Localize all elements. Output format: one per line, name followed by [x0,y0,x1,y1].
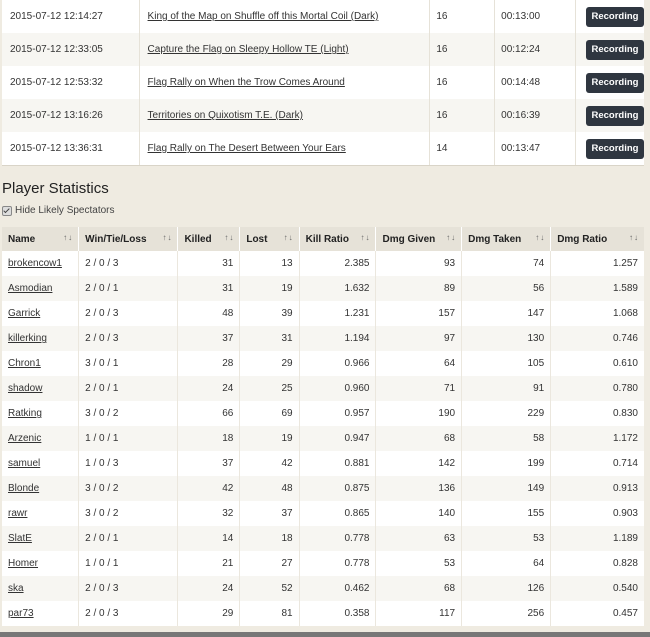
player-row [2,526,644,551]
player-name-link[interactable]: ska [8,583,24,594]
cell-kill-ratio: 0.947 [299,426,376,451]
player-name-link[interactable]: par73 [8,608,34,619]
cell-dmg-given: 190 [376,401,462,426]
player-row [2,251,644,276]
cell-dmg-ratio: 0.746 [551,326,644,351]
cell-dmg-given: 68 [376,576,462,601]
cell-dmg-taken: 229 [462,401,551,426]
cell-dmg-taken: 149 [462,476,551,501]
game-name-cell [139,0,430,33]
game-players: 14 [430,132,495,165]
game-players: 16 [430,33,495,66]
game-row [2,0,644,33]
cell-killed: 66 [178,401,240,426]
player-name-cell [2,376,79,401]
game-date: 2015-07-12 13:16:26 [2,99,139,132]
recording-button[interactable]: Recording [586,106,644,126]
cell-dmg-ratio: 0.828 [612,558,638,569]
cell-lost: 81 [240,601,299,626]
sort-arrows-icon[interactable]: ↑↓ [629,233,639,242]
player-row [2,476,644,501]
player-name-link[interactable]: shadow [8,383,43,394]
game-link[interactable]: King of the Map on Shuffle off this Mortal Coil (Dark) [147,11,379,22]
game-players: 16 [430,99,495,132]
cell-kill-ratio: 0.865 [299,501,376,526]
column-header-label: Lost [246,233,268,245]
cell-lost: 31 [240,326,299,351]
cell-killed: 42 [178,476,240,501]
game-recording-cell [576,33,645,66]
stats-body [2,251,644,626]
cell-win-tie-loss: 2 / 0 / 3 [79,576,178,601]
cell-dmg-taken: 199 [462,451,551,476]
player-name-cell [2,301,79,326]
cell-win-tie-loss: 2 / 0 / 1 [79,376,178,401]
column-header-label: Killed [184,233,212,245]
cell-dmg-given: 93 [376,251,462,276]
player-name-link[interactable]: Garrick [8,308,41,319]
game-row [2,33,644,66]
cell-dmg-given: 89 [376,276,462,301]
cell-kill-ratio: 0.960 [299,376,376,401]
cell-killed: 37 [178,326,240,351]
game-duration: 00:14:48 [495,66,576,99]
cell-lost: 25 [240,376,299,401]
cell-dmg-taken: 53 [462,526,551,551]
cell-dmg-given: 157 [376,301,462,326]
sort-arrows-icon[interactable]: ↑↓ [360,233,371,242]
game-row [2,99,644,132]
cell-dmg-taken: 147 [462,301,551,326]
cell-dmg-taken: 105 [462,351,551,376]
game-duration: 00:13:47 [495,132,576,165]
bottom-scroll-edge [0,632,650,637]
player-name-cell [2,401,79,426]
player-name-cell [2,326,79,351]
game-players: 16 [430,0,495,33]
game-duration: 00:13:00 [495,0,576,33]
cell-win-tie-loss: 3 / 0 / 2 [79,501,178,526]
player-name-cell [2,426,79,451]
player-name-link[interactable]: Blonde [8,483,40,494]
cell-dmg-ratio: 0.913 [551,476,644,501]
cell-dmg-ratio: 1.068 [612,308,638,319]
cell-dmg-taken: 64 [462,551,551,576]
game-name-cell [139,33,430,66]
cell-dmg-ratio: 0.714 [612,458,638,469]
cell-win-tie-loss: 3 / 0 / 2 [79,476,178,501]
cell-dmg-ratio: 0.903 [612,508,638,519]
stats-header-row [2,227,644,251]
sort-arrows-icon[interactable]: ↑↓ [224,233,235,242]
cell-dmg-given: 68 [376,426,462,451]
cell-dmg-ratio: 0.780 [551,376,644,401]
game-date: 2015-07-12 12:33:05 [2,33,139,66]
cell-lost: 13 [240,251,299,276]
cell-lost: 52 [240,576,299,601]
cell-kill-ratio: 0.778 [299,526,376,551]
cell-dmg-given: 64 [376,351,462,376]
recording-button[interactable]: Recording [586,139,644,159]
cell-killed: 28 [178,351,240,376]
cell-dmg-given: 142 [376,451,462,476]
cell-lost: 19 [240,276,299,301]
recording-button[interactable]: Recording [586,73,644,93]
game-link[interactable]: Flag Rally on When the Trow Comes Around [147,77,345,88]
cell-kill-ratio: 0.358 [299,601,376,626]
column-header-label: Dmg Ratio [557,233,608,245]
cell-dmg-taken: 130 [462,326,551,351]
cell-lost: 29 [240,351,299,376]
cell-win-tie-loss: 3 / 0 / 2 [79,401,178,426]
column-header-killed[interactable] [178,227,240,251]
column-header-name[interactable] [2,227,79,251]
cell-kill-ratio: 0.881 [299,451,376,476]
recent-games-table [2,0,644,165]
game-row [2,66,644,99]
column-header-lost[interactable] [240,227,299,251]
column-header-label: Kill Ratio [305,233,349,245]
player-statistics-title: Player Statistics [2,180,109,197]
cell-killed: 37 [178,451,240,476]
game-date: 2015-07-12 13:36:31 [2,132,139,165]
cell-lost: 19 [240,426,299,451]
cell-lost: 69 [240,401,299,426]
cell-kill-ratio: 2.385 [299,251,376,276]
cell-win-tie-loss: 3 / 0 / 1 [79,351,178,376]
cell-dmg-taken: 91 [462,376,551,401]
cell-dmg-given: 53 [376,551,462,576]
player-name-link[interactable]: killerking [8,333,47,344]
player-name-link[interactable]: samuel [8,458,41,469]
cell-win-tie-loss: 2 / 0 / 3 [79,326,178,351]
cell-win-tie-loss: 1 / 0 / 1 [79,551,178,576]
player-name-link[interactable]: Asmodian [8,283,53,294]
player-name-link[interactable]: Chron1 [8,358,41,369]
player-row [2,576,644,601]
cell-killed: 14 [178,526,240,551]
player-name-cell [2,601,79,626]
cell-lost: 48 [240,476,299,501]
column-header-label: Dmg Given [382,233,436,245]
cell-dmg-taken: 56 [462,276,551,301]
cell-killed: 32 [178,501,240,526]
player-row [2,426,644,451]
player-row [2,401,644,426]
cell-dmg-taken: 256 [462,601,551,626]
cell-dmg-taken: 74 [462,251,551,276]
cell-dmg-taken: 155 [462,501,551,526]
cell-kill-ratio: 0.778 [299,551,376,576]
cell-dmg-taken: 58 [462,426,551,451]
player-name-link[interactable]: rawr [8,508,28,519]
player-name-cell [2,526,79,551]
cell-dmg-given: 63 [376,526,462,551]
player-row [2,376,644,401]
cell-killed: 24 [178,576,240,601]
player-row [2,601,644,626]
player-name-link[interactable]: brokencow1 [8,258,62,269]
player-row [2,551,644,576]
recording-button[interactable]: Recording [586,40,644,60]
game-row [2,132,644,165]
column-header-label: Win/Tie/Loss [85,233,147,245]
game-link[interactable]: Capture the Flag on Sleepy Hollow TE (Light) [147,44,349,55]
cell-dmg-given: 136 [376,476,462,501]
cell-win-tie-loss: 2 / 0 / 3 [79,601,178,626]
sort-arrows-icon[interactable]: ↑↓ [63,233,74,242]
hide-spectators-checkbox[interactable] [2,206,12,216]
cell-killed: 29 [178,601,240,626]
game-name-cell [139,66,430,99]
cell-dmg-ratio: 0.457 [612,608,638,619]
cell-kill-ratio: 0.966 [299,351,376,376]
cell-win-tie-loss: 1 / 0 / 1 [79,426,178,451]
player-name-link[interactable]: SlatE [8,533,32,544]
cell-dmg-ratio: 0.830 [612,408,638,419]
player-row [2,276,644,301]
cell-kill-ratio: 0.462 [299,576,376,601]
game-date: 2015-07-12 12:53:32 [2,66,139,99]
column-header-label: Dmg Taken [468,233,522,245]
column-header-dmg-taken[interactable] [462,227,551,251]
cell-killed: 18 [178,426,240,451]
game-duration: 00:12:24 [495,33,576,66]
column-header-kill-ratio[interactable] [299,227,376,251]
cell-lost: 27 [240,551,299,576]
cell-killed: 31 [178,276,240,301]
cell-win-tie-loss: 1 / 0 / 3 [79,451,178,476]
sort-arrows-icon[interactable]: ↑↓ [283,233,294,242]
game-duration: 00:16:39 [495,99,576,132]
hide-spectators-label[interactable]: Hide Likely Spectators [15,205,115,216]
cell-kill-ratio: 1.194 [299,326,376,351]
player-statistics-table [2,227,644,626]
game-name-cell [139,132,430,165]
games-table-border [2,165,644,166]
recording-button[interactable]: Recording [586,7,644,27]
cell-dmg-given: 140 [376,501,462,526]
column-header-win-tie-loss[interactable] [79,227,178,251]
column-header-dmg-ratio[interactable] [551,227,644,251]
cell-lost: 42 [240,451,299,476]
hide-spectators-toggle[interactable] [2,205,115,216]
cell-dmg-ratio: 1.589 [551,276,644,301]
cell-killed: 31 [178,251,240,276]
cell-win-tie-loss: 2 / 0 / 3 [79,301,178,326]
player-row [2,326,644,351]
player-name-cell [2,576,79,601]
sort-arrows-icon[interactable]: ↑↓ [446,233,457,242]
cell-dmg-given: 97 [376,326,462,351]
cell-dmg-ratio: 1.172 [551,426,644,451]
cell-kill-ratio: 1.231 [299,301,376,326]
cell-lost: 37 [240,501,299,526]
player-name-link[interactable]: Ratking [8,408,42,419]
player-name-cell [2,551,79,576]
player-name-cell [2,451,79,476]
cell-kill-ratio: 0.957 [299,401,376,426]
player-row [2,451,644,476]
cell-killed: 48 [178,301,240,326]
game-name-cell [139,99,430,132]
cell-lost: 39 [240,301,299,326]
cell-dmg-given: 117 [376,601,462,626]
cell-dmg-ratio: 1.257 [612,258,638,269]
cell-dmg-ratio: 0.610 [612,358,638,369]
cell-lost: 18 [240,526,299,551]
column-header-label: Name [8,233,36,245]
player-name-link[interactable]: Homer [8,558,39,569]
cell-dmg-given: 71 [376,376,462,401]
game-link[interactable]: Flag Rally on The Desert Between Your Ears [147,143,346,154]
game-recording-cell [576,66,645,99]
recent-games-body [2,0,644,165]
game-recording-cell [576,99,645,132]
player-name-cell [2,476,79,501]
player-name-cell [2,351,79,376]
game-date: 2015-07-12 12:14:27 [2,0,139,33]
cell-kill-ratio: 1.632 [299,276,376,301]
player-name-cell [2,276,79,301]
cell-win-tie-loss: 2 / 0 / 1 [79,276,178,301]
game-players: 16 [430,66,495,99]
player-name-cell [2,501,79,526]
player-row [2,301,644,326]
player-row [2,501,644,526]
sort-arrows-icon[interactable]: ↑↓ [535,233,546,242]
game-recording-cell [576,0,645,33]
cell-win-tie-loss: 2 / 0 / 1 [79,526,178,551]
player-name-link[interactable]: Arzenic [8,433,42,444]
column-header-dmg-given[interactable] [376,227,462,251]
cell-dmg-taken: 126 [462,576,551,601]
sort-arrows-icon[interactable]: ↑↓ [162,233,173,242]
cell-killed: 21 [178,551,240,576]
cell-dmg-ratio: 1.189 [551,526,644,551]
game-link[interactable]: Territories on Quixotism T.E. (Dark) [147,110,303,121]
cell-kill-ratio: 0.875 [299,476,376,501]
cell-dmg-ratio: 0.540 [551,576,644,601]
player-name-cell [2,251,79,276]
cell-killed: 24 [178,376,240,401]
cell-win-tie-loss: 2 / 0 / 3 [79,251,178,276]
game-recording-cell [576,132,645,165]
player-row [2,351,644,376]
